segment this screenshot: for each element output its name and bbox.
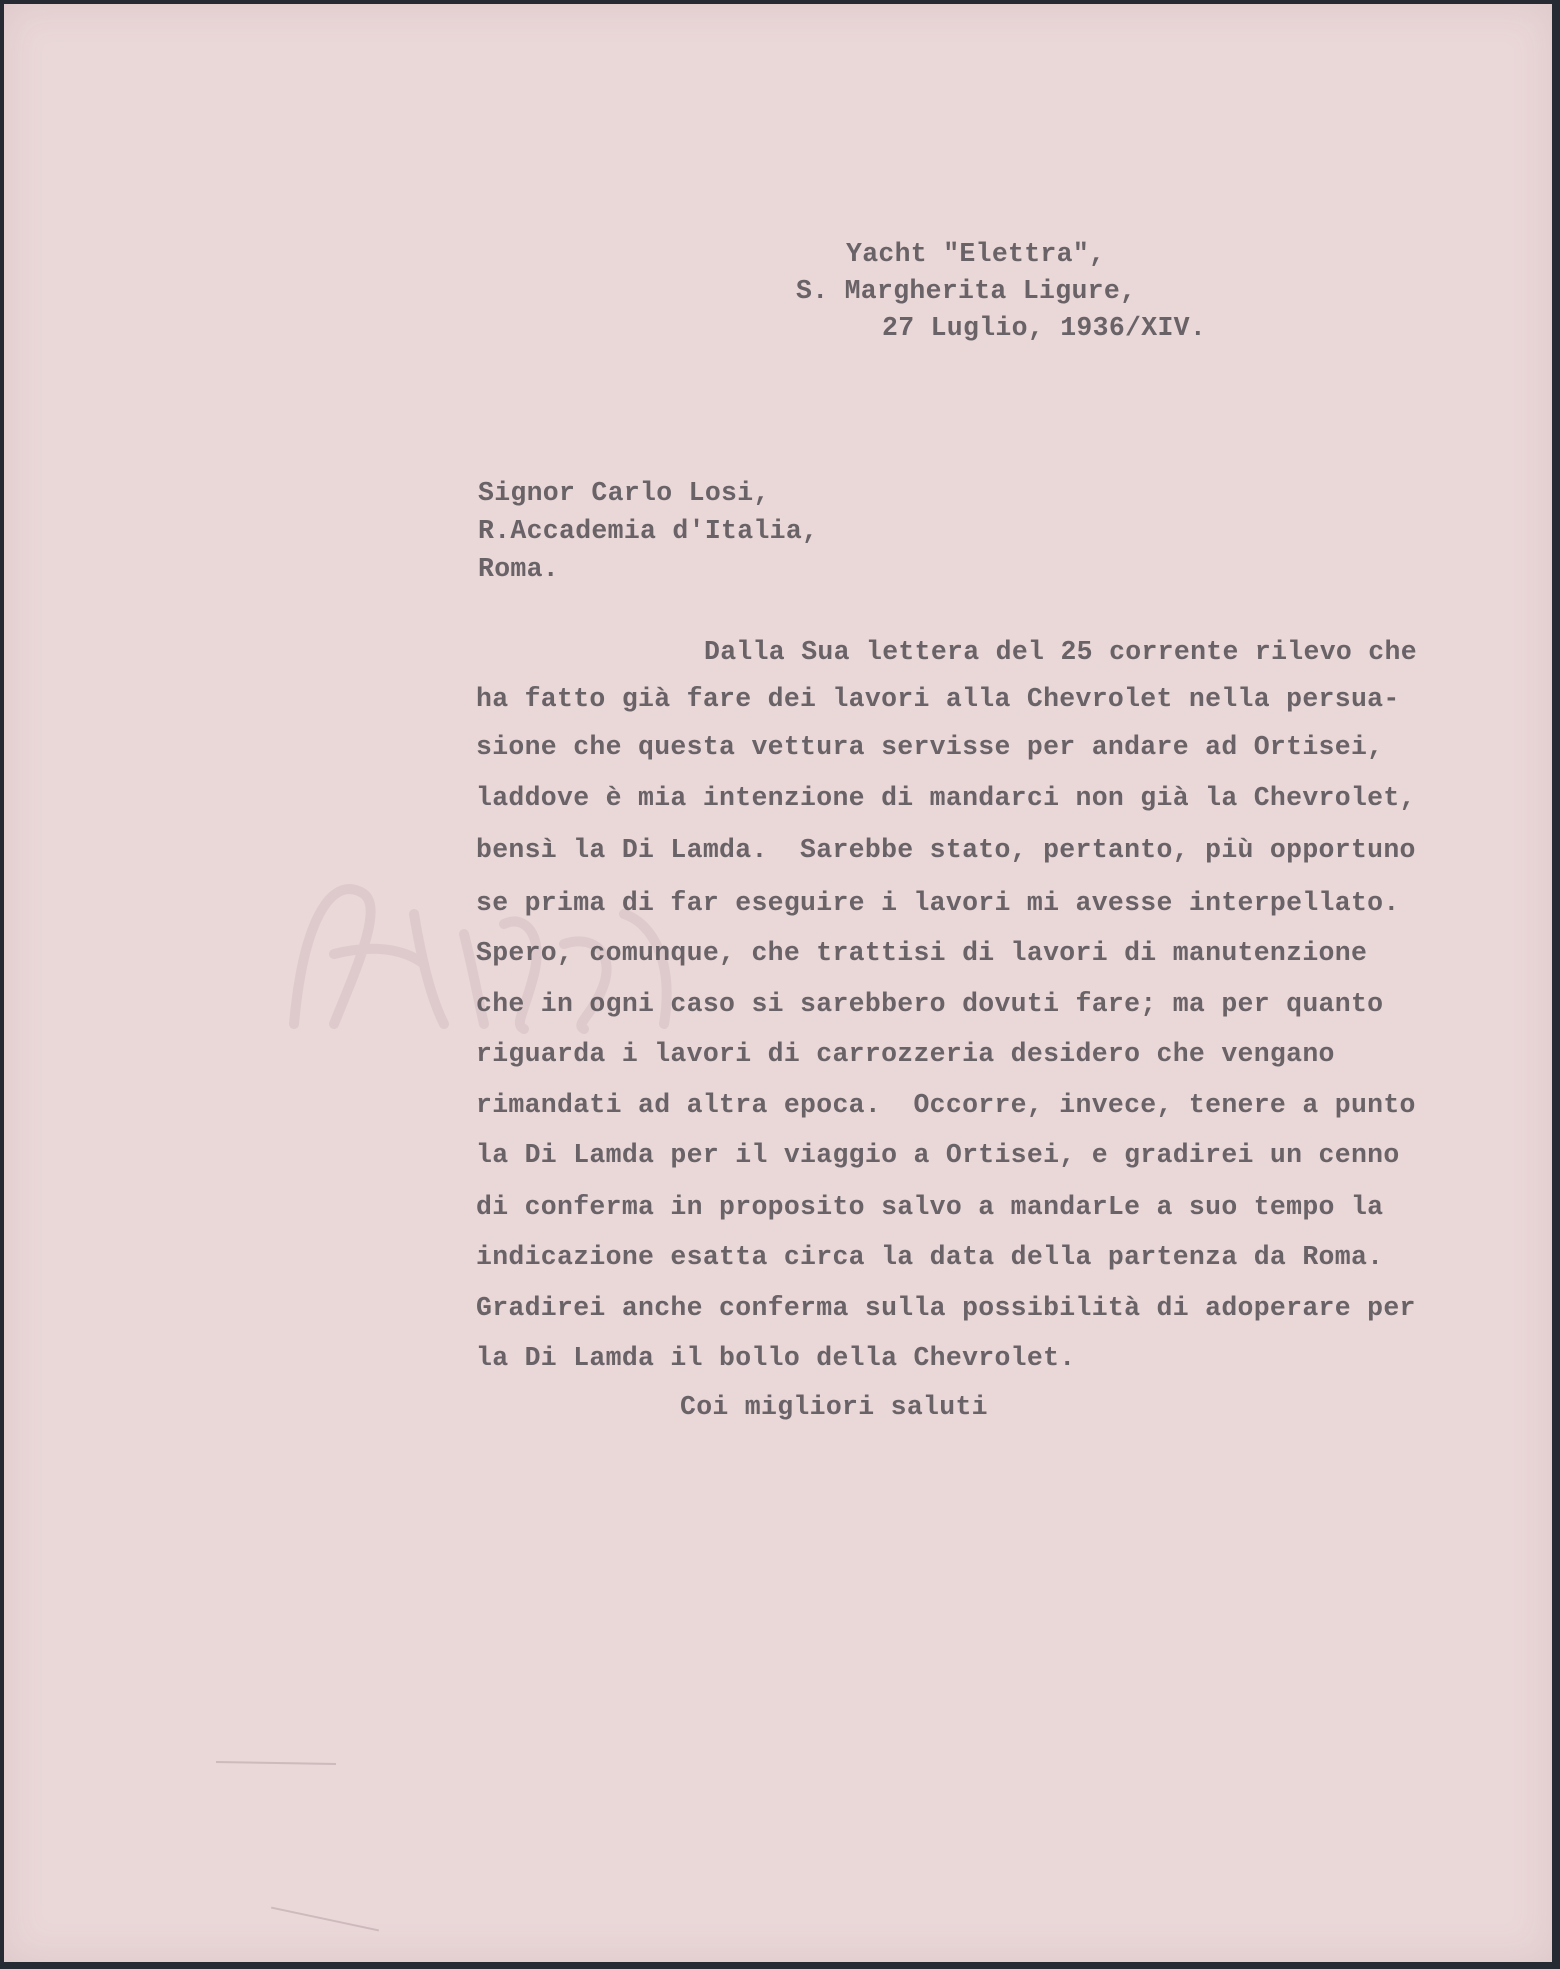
recipient-line-1: Signor Carlo Losi, [478, 478, 770, 508]
header-line-2: S. Margherita Ligure, [796, 276, 1137, 306]
body-line-8: che in ogni caso si sarebbero dovuti fare; ma per quanto [476, 989, 1384, 1019]
body-line-7: Spero, comunque, che trattisi di lavori di manutenzione [476, 938, 1368, 968]
body-line-10: rimandati ad altra epoca. Occorre, invece, tenere a punto [476, 1090, 1416, 1120]
body-line-2: ha fatto già fare dei lavori alla Chevrolet nella persua- [476, 684, 1400, 714]
body-line-6: se prima di far eseguire i lavori mi avesse interpellato. [476, 888, 1400, 918]
recipient-line-2: R.Accademia d'Italia, [478, 516, 819, 546]
body-line-3: sione che questa vettura servisse per andare ad Ortisei, [476, 732, 1384, 762]
body-line-5: bensì la Di Lamda. Sarebbe stato, pertanto, più opportuno [476, 835, 1416, 865]
paper-scratch-mark [271, 1907, 379, 1932]
header-line-1: Yacht "Elettra", [846, 239, 1106, 269]
body-line-11: la Di Lamda per il viaggio a Ortisei, e gradirei un cenno [476, 1140, 1400, 1170]
header-line-3: 27 Luglio, 1936/XIV. [882, 313, 1207, 343]
body-line-4: laddove è mia intenzione di mandarci non già la Chevrolet, [476, 783, 1416, 813]
body-line-15: la Di Lamda il bollo della Chevrolet. [476, 1343, 1076, 1373]
body-line-14: Gradirei anche conferma sulla possibilità di adoperare per [476, 1293, 1416, 1323]
letter-page [4, 4, 1552, 1962]
recipient-line-3: Roma. [478, 554, 560, 584]
body-line-1: Dalla Sua lettera del 25 corrente rilevo che [704, 637, 1417, 667]
body-line-9: riguarda i lavori di carrozzeria desidero che vengano [476, 1039, 1335, 1069]
body-line-13: indicazione esatta circa la data della partenza da Roma. [476, 1242, 1384, 1272]
paper-scratch-mark [216, 1761, 336, 1765]
closing-salutation: Coi migliori saluti [680, 1392, 988, 1422]
body-line-12: di conferma in proposito salvo a mandarLe a suo tempo la [476, 1192, 1384, 1222]
